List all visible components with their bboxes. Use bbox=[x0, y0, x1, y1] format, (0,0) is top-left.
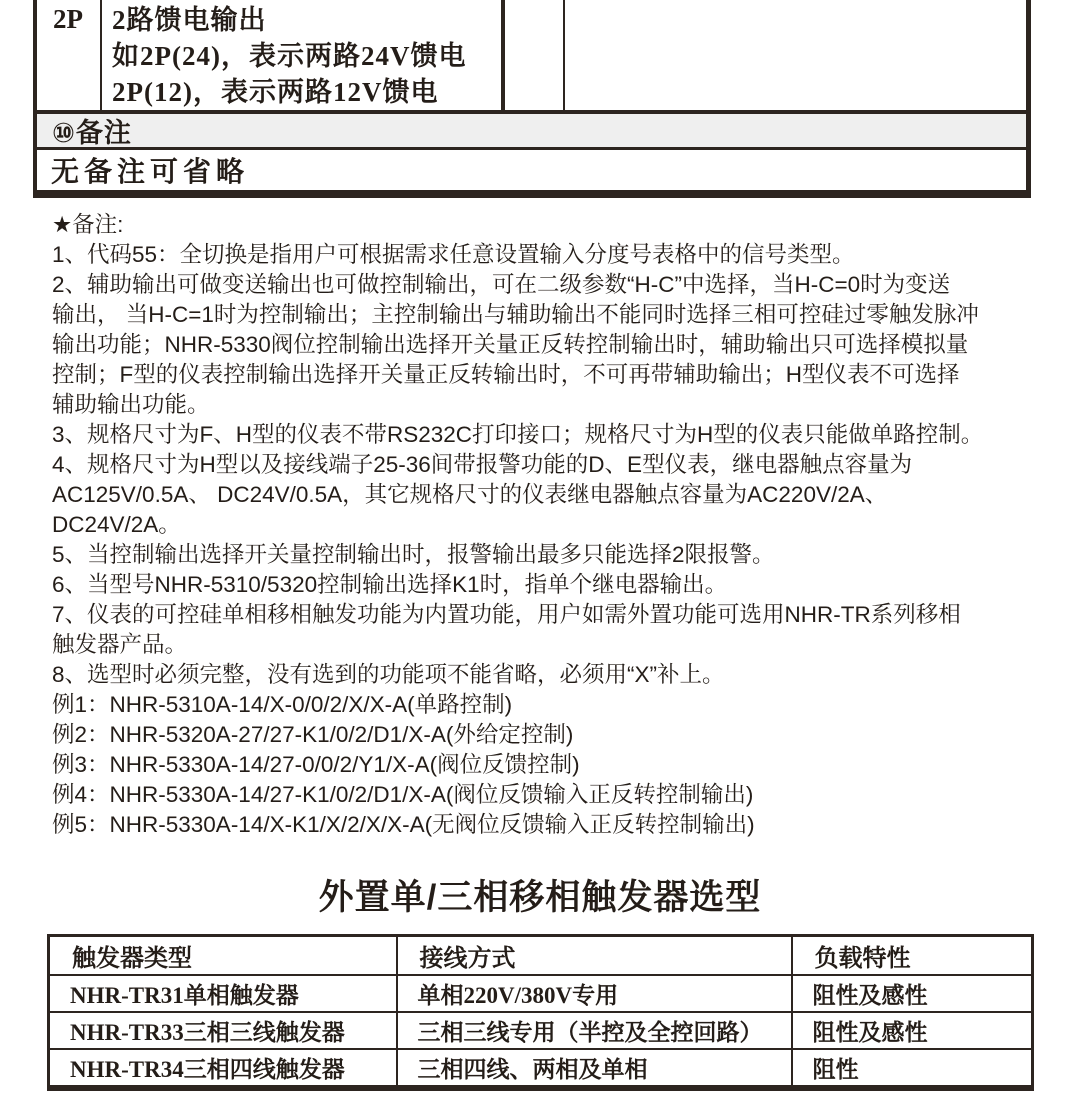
note-line-2d: 控制；F型的仪表控制输出选择开关量正反转输出时，不可再带辅助输出；H型仪表不可选择 bbox=[52, 362, 960, 387]
note-line-1: 1、代码55：全切换是指用户可根据需求任意设置输入分度号表格中的信号类型。 bbox=[52, 242, 855, 267]
note-line-6: 6、当型号NHR-5310/5320控制输出选择K1时，指单个继电器输出。 bbox=[52, 572, 728, 597]
note-example-1: 例1：NHR-5310A-14/X-0/0/2/X/X-A(单路控制) bbox=[52, 692, 513, 717]
notes-block bbox=[52, 210, 1055, 840]
cell-wiring-mode: 单相220V/380V专用 bbox=[397, 975, 792, 1012]
table-row bbox=[49, 1049, 1033, 1088]
remark-section-body: 无备注可省略 bbox=[33, 150, 1031, 198]
table-border-right bbox=[1026, 0, 1031, 110]
header-trigger-type: 触发器类型 bbox=[49, 936, 397, 976]
cell-load-character: 阻性及感性 bbox=[792, 975, 1033, 1012]
feed-output-desc-line: 2P(12)，表示两路12V馈电 bbox=[112, 77, 439, 107]
note-line-2e: 辅助输出功能。 bbox=[52, 392, 210, 417]
cell-trigger-type: NHR-TR33三相三线触发器 bbox=[49, 1012, 397, 1049]
trigger-section-title: 外置单/三相移相触发器选型 bbox=[318, 878, 762, 917]
table-column-divider bbox=[563, 0, 565, 110]
table-row bbox=[49, 975, 1033, 1012]
note-example-2: 例2：NHR-5320A-27/27-K1/0/2/D1/X-A(外给定控制) bbox=[52, 722, 574, 747]
remark-section-header: ⑩备注 bbox=[33, 110, 1031, 150]
note-line-4b: AC125V/0.5A、 DC24V/0.5A，其它规格尺寸的仪表继电器触点容量为AC220V/2A、 bbox=[52, 482, 888, 507]
cell-load-character: 阻性 bbox=[792, 1049, 1033, 1088]
note-line-2: 2、辅助输出可做变送输出也可做控制输出，可在二级参数“H-C”中选择，当H-C=0时为变送 bbox=[52, 272, 951, 297]
note-line-2b: 输出， 当H-C=1时为控制输出；主控制输出与辅助输出不能同时选择三相可控硅过零触发脉冲 bbox=[52, 302, 979, 327]
feed-output-table-fragment bbox=[0, 0, 1080, 110]
note-line-2c: 输出功能；NHR-5330阀位控制输出选择开关量正反转控制输出时，辅助输出只可选择模拟量 bbox=[52, 332, 969, 357]
table-column-divider bbox=[501, 0, 505, 110]
table-border-left bbox=[33, 0, 37, 110]
cell-trigger-type: NHR-TR34三相四线触发器 bbox=[49, 1049, 397, 1088]
note-line-5: 5、当控制输出选择开关量控制输出时，报警输出最多只能选择2限报警。 bbox=[52, 542, 775, 567]
table-row bbox=[49, 1012, 1033, 1049]
note-example-4: 例4：NHR-5330A-14/27-K1/0/2/D1/X-A(阀位反馈输入正反转控制输出) bbox=[52, 782, 754, 807]
feed-output-code-cell: 2P bbox=[53, 4, 83, 34]
cell-wiring-mode: 三相三线专用（半控及全控回路） bbox=[397, 1012, 792, 1049]
feed-output-desc-line: 如2P(24)，表示两路24V馈电 bbox=[112, 41, 467, 71]
note-line-8: 8、选型时必须完整，没有选到的功能项不能省略，必须用“X”补上。 bbox=[52, 662, 725, 687]
header-load-character: 负载特性 bbox=[792, 936, 1033, 976]
table-header-row bbox=[49, 936, 1033, 976]
note-line-3: 3、规格尺寸为F、H型的仪表不带RS232C打印接口；规格尺寸为H型的仪表只能做单路控制。 bbox=[52, 422, 984, 447]
note-line-7: 7、仪表的可控硅单相移相触发功能为内置功能，用户如需外置功能可选用NHR-TR系列移相 bbox=[52, 602, 961, 627]
trigger-selection-table bbox=[47, 934, 1034, 1091]
feed-output-desc-cell bbox=[112, 2, 466, 110]
header-wiring-mode: 接线方式 bbox=[397, 936, 792, 976]
note-line-4c: DC24V/2A。 bbox=[52, 512, 181, 537]
note-line-4: 4、规格尺寸为H型以及接线端子25-36间带报警功能的D、E型仪表，继电器触点容量为 bbox=[52, 452, 913, 477]
table-column-divider bbox=[100, 0, 102, 110]
cell-wiring-mode: 三相四线、两相及单相 bbox=[397, 1049, 792, 1088]
note-example-3: 例3：NHR-5330A-14/27-0/0/2/Y1/X-A(阀位反馈控制) bbox=[52, 752, 580, 777]
cell-load-character: 阻性及感性 bbox=[792, 1012, 1033, 1049]
note-line-7b: 触发器产品。 bbox=[52, 632, 188, 657]
notes-title: ★备注: bbox=[52, 212, 124, 237]
cell-trigger-type: NHR-TR31单相触发器 bbox=[49, 975, 397, 1012]
note-example-5: 例5：NHR-5330A-14/X-K1/X/2/X/X-A(无阀位反馈输入正反转控制输出) bbox=[52, 812, 755, 837]
feed-output-desc-line: 2路馈电输出 bbox=[112, 5, 267, 35]
